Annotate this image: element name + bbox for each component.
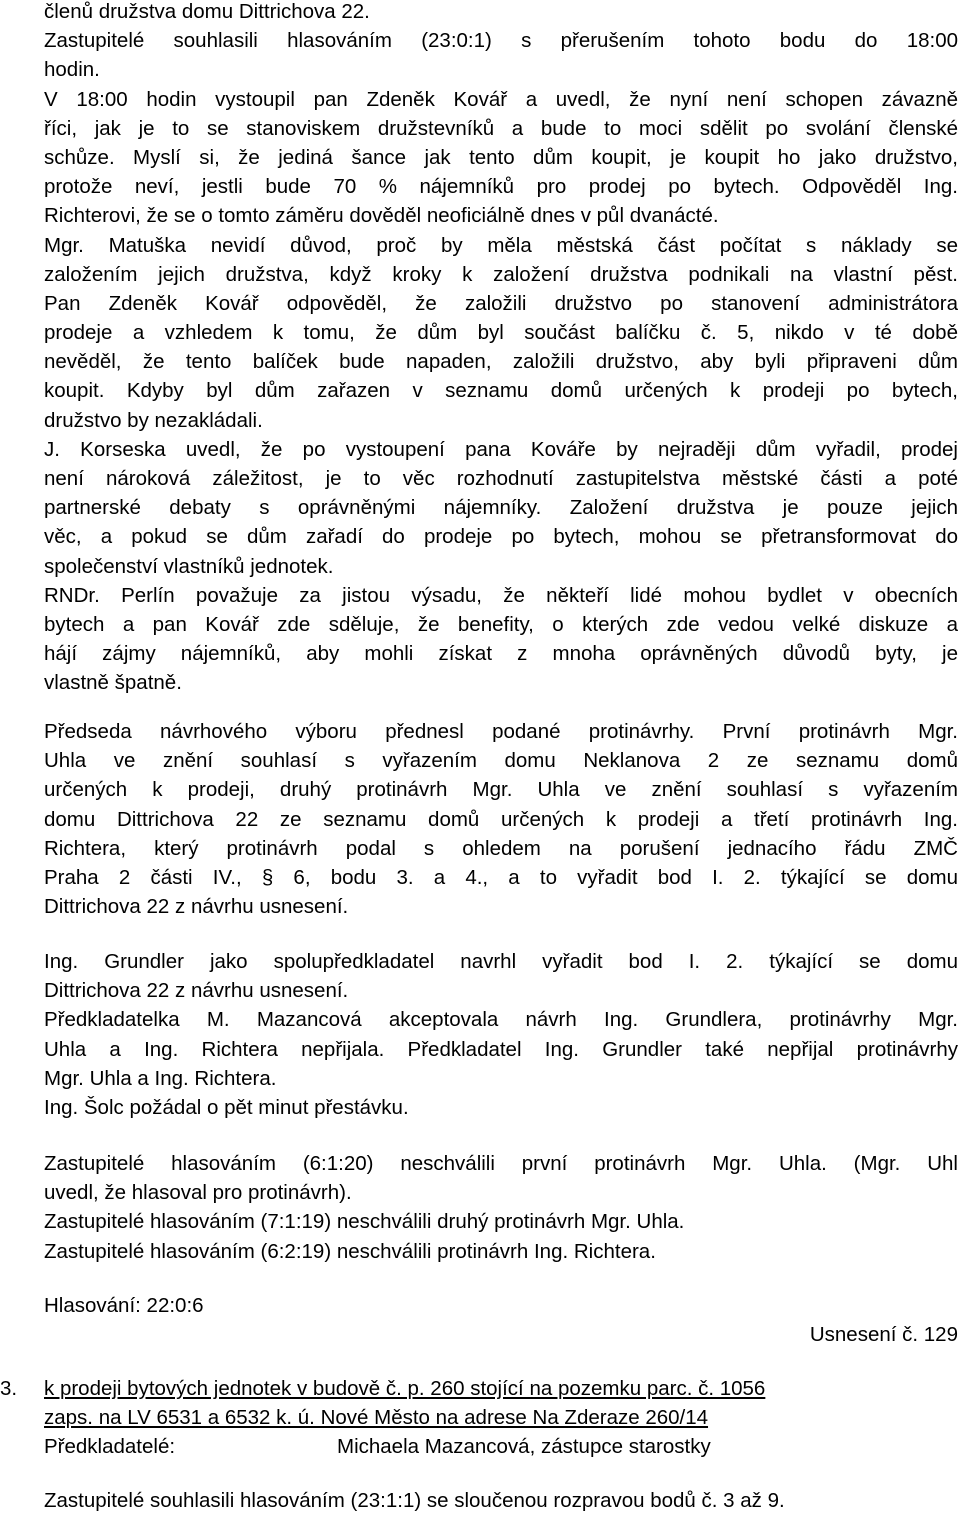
text-line: vlastně špatně. bbox=[44, 671, 182, 695]
voting-text: Hlasování: 22:0:6 bbox=[44, 1294, 204, 1317]
text-line: Dittrichova 22 z návrhu usnesení. bbox=[44, 979, 349, 1003]
voting-result bbox=[44, 1291, 958, 1320]
presenter-value: Michaela Mazancová, zástupce starostky bbox=[337, 1435, 711, 1458]
text-line: Uhla ve znění souhlasí s vyřazením domu Neklanova 2 ze seznamu domů bbox=[44, 749, 958, 773]
resolution-text: Usnesení č. 129 bbox=[809, 1323, 958, 1346]
text-line: společenství vlastníků jednotek. bbox=[44, 554, 334, 578]
text-line: Zastupitelé hlasováním (6:1:20) neschválili první protinávrh Mgr. Uhla. (Mgr. Uhl bbox=[44, 1152, 958, 1175]
text-line: Ing. Grundler jako spolupředkladatel navrhl vyřadit bod I. 2. týkající se domu bbox=[44, 950, 958, 973]
text-line: hodin. bbox=[44, 58, 100, 82]
item-title-line: zaps. na LV 6531 a 6532 k. ú. Nové Město na adrese Na Zderaze 260/14 bbox=[44, 1406, 709, 1430]
counterproposals-paragraph bbox=[44, 717, 958, 921]
text-line: Předseda návrhového výboru přednesl podané protinávrhy. První protinávrh Mgr. bbox=[44, 720, 958, 743]
text-line: Richterovi, že se o tomto záměru dověděl neoficiálně dnes v půl dvanácté. bbox=[44, 204, 719, 228]
text-line: protože neví, jestli bude 70 % nájemníků pro prodej po bytech. Odpověděl Ing. bbox=[44, 175, 958, 199]
text-line: členů družstva domu Dittrichova 22. bbox=[44, 0, 370, 23]
text-line: Zastupitelé souhlasili hlasováním (23:1:1) se sloučenou rozpravou bodů č. 3 až 9. bbox=[44, 1489, 785, 1512]
text-line: není nároková záležitost, je to věc rozhodnutí zastupitelstva městské části a poté bbox=[44, 467, 958, 490]
text-line: domu Dittrichova 22 ze seznamu domů určených k prodeji a třetí protinávrh Ing. bbox=[44, 807, 958, 831]
text-line: koupit. Kdyby byl dům zařazen v seznamu domů určených k prodeji po bytech, bbox=[44, 379, 958, 403]
text-line: Mgr. Matuška nevidí důvod, proč by měla městská část počítat s náklady se bbox=[44, 233, 958, 257]
presenter-label: Předkladatelé: bbox=[44, 1435, 176, 1458]
text-line: Dittrichova 22 z návrhu usnesení. bbox=[44, 895, 349, 919]
text-line: bytech a pan Kovář zde sděluje, že benefity, o kterých zde vedou velké diskuze a bbox=[44, 612, 958, 636]
text-line: J. Korseska uvedl, že po vystoupení pana Kováře by nejraději dům vyřadil, prodej bbox=[44, 437, 958, 461]
text-line: určených k prodeji, druhý protinávrh Mgr. Uhla ve znění souhlasí s vyřazením bbox=[44, 778, 958, 802]
votes-paragraph bbox=[44, 1149, 958, 1266]
text-line: Předkladatelka M. Mazancová akceptovala návrh Ing. Grundlera, protinávrhy Mgr. bbox=[44, 1008, 958, 1032]
item-title-line: k prodeji bytových jednotek v budově č. p. 260 stojící na pozemku parc. č. 1056 bbox=[44, 1377, 766, 1400]
text-line: družstvo by nezakládali. bbox=[44, 408, 263, 432]
text-line: Richtera, který protinávrh podal s ohledem na porušení jednacího řádu ZMČ bbox=[44, 836, 958, 860]
text-line: Mgr. Uhla a Ing. Richtera. bbox=[44, 1066, 277, 1090]
text-line: Uhla a Ing. Richtera nepřijala. Předkladatel Ing. Grundler také nepřijal protinávrhy bbox=[44, 1037, 958, 1061]
text-line: věc, a pokud se dům zařadí do prodeje po bytech, mohou se přetransformovat do bbox=[44, 525, 958, 549]
discussion-paragraphs bbox=[44, 0, 958, 698]
grundler-paragraph bbox=[44, 947, 958, 1122]
text-line: prodeje a vzhledem k tomu, že dům byl součást balíčku č. 5, nikdo v té době bbox=[44, 321, 958, 345]
text-line: V 18:00 hodin vystoupil pan Zdeněk Kovář a uvedl, že nyní není schopen závazně bbox=[44, 87, 958, 111]
final-statement bbox=[44, 1486, 958, 1515]
text-line: Zastupitelé hlasováním (6:2:19) neschválili protinávrh Ing. Richtera. bbox=[44, 1239, 656, 1263]
text-line: založením jejich družstva, když kroky k založení družstva podnikali na vlastní pěst. bbox=[44, 262, 958, 286]
text-line: říci, jak je to se stanoviskem družstevníků a bude to moci sdělit po svolání členské bbox=[44, 116, 958, 140]
text-line: schůze. Myslí si, že jediná šance jak tento dům koupit, je koupit ho jako družstvo, bbox=[44, 145, 958, 169]
text-line: uvedl, že hlasoval pro protinávrh). bbox=[44, 1181, 352, 1205]
text-line: partnerské debaty s oprávněnými nájemníky. Založení družstva je pouze jejich bbox=[44, 496, 958, 520]
text-line: nevěděl, že tento balíček bude napaden, založili družstvo, aby byli připraveni dům bbox=[44, 350, 958, 374]
text-line: RNDr. Perlín považuje za jistou výsadu, že někteří lidé mohou bydlet v obecních bbox=[44, 583, 958, 607]
text-line: Ing. Šolc požádal o pět minut přestávku. bbox=[44, 1095, 409, 1119]
text-line: Pan Zdeněk Kovář odpověděl, že založili družstvo po stanovení administrátora bbox=[44, 291, 958, 315]
text-line: hájí zájmy nájemníků, aby mohli získat z mnoha oprávněných důvodů byty, je bbox=[44, 642, 958, 666]
resolution-number bbox=[44, 1320, 958, 1349]
agenda-item bbox=[0, 1374, 960, 1464]
item-number: 3. bbox=[0, 1377, 18, 1400]
item-title bbox=[44, 1374, 958, 1432]
text-line: Zastupitelé souhlasili hlasováním (23:0:1) s přerušením tohoto bodu do 18:00 bbox=[44, 29, 958, 53]
text-line: Praha 2 části IV., § 6, bodu 3. a 4., a to vyřadit bod I. 2. týkající se domu bbox=[44, 865, 958, 889]
text-line: Zastupitelé hlasováním (7:1:19) neschválili druhý protinávrh Mgr. Uhla. bbox=[44, 1210, 685, 1234]
